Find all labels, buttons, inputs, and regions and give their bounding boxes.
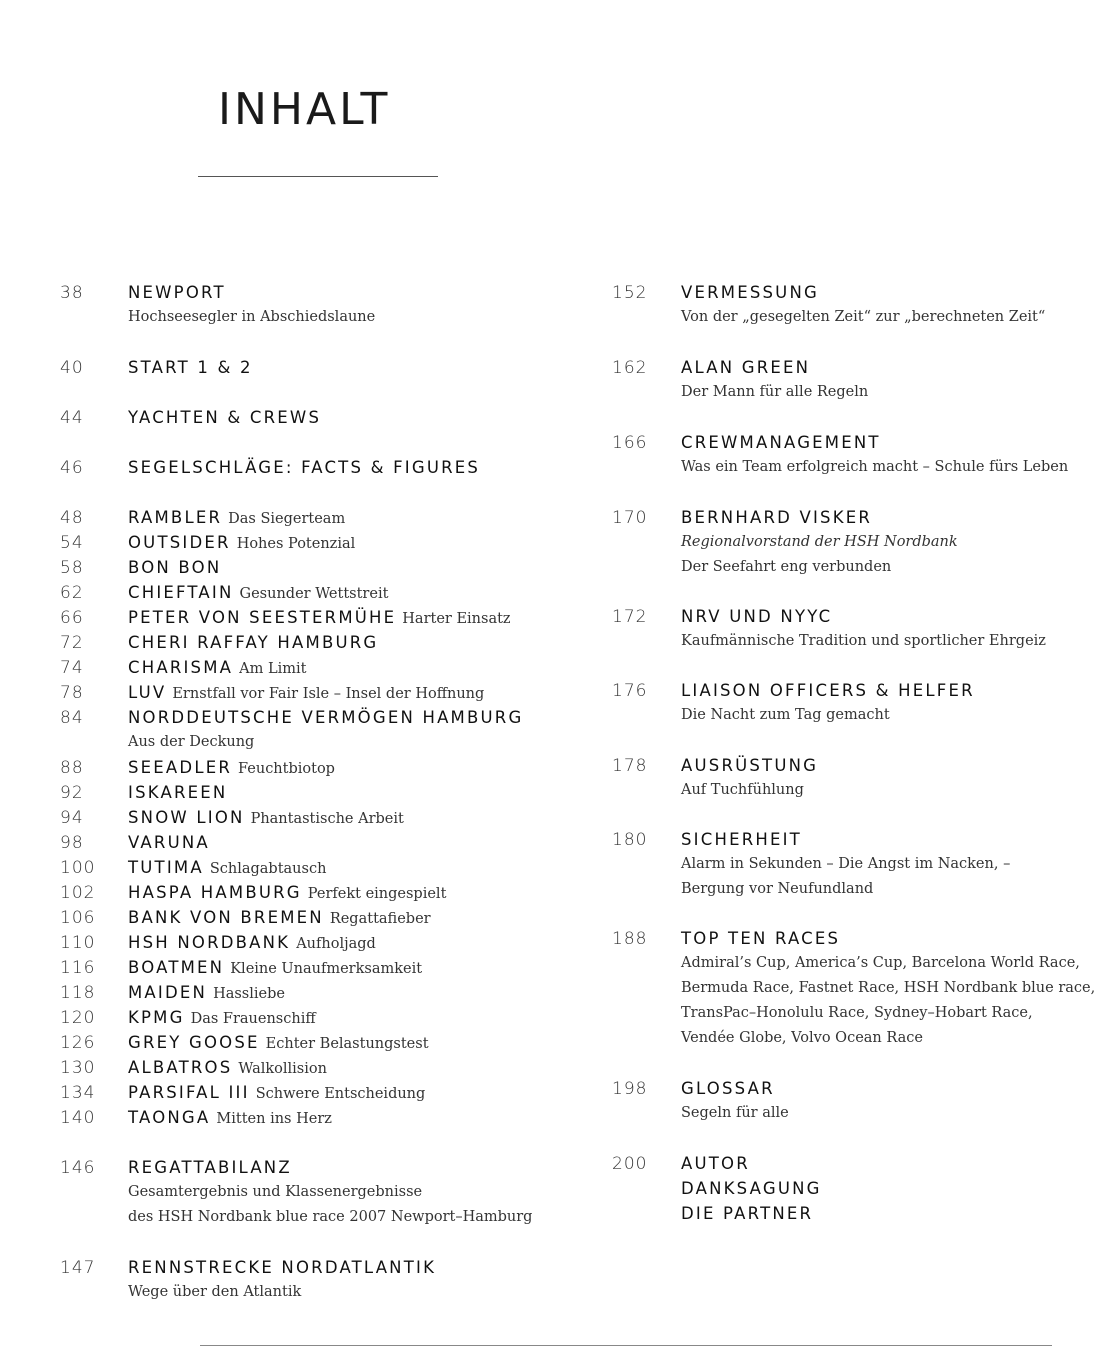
toc-subtitle: Der Seefahrt eng verbunden xyxy=(681,559,892,575)
toc-page-number: 166 xyxy=(612,433,648,453)
toc-entry-body xyxy=(128,805,580,830)
toc-subtitle-italic: Regionalvorstand der HSH Nordbank xyxy=(681,534,958,550)
toc-page-number: 116 xyxy=(60,958,96,978)
toc-subtitle: Hochseesegler in Abschiedslaune xyxy=(128,309,376,325)
toc-entry-body xyxy=(128,680,580,705)
toc-page-number: 44 xyxy=(60,408,84,428)
toc-heading-line xyxy=(681,355,1052,380)
toc-heading-line xyxy=(128,280,580,305)
toc-page-number: 146 xyxy=(60,1158,96,1178)
toc-subtitle: Alarm in Sekunden – Die Angst im Nacken, – xyxy=(681,856,1011,872)
toc-heading[interactable]: KPMG xyxy=(128,1008,185,1027)
toc-subtitle: Am Limit xyxy=(239,661,307,677)
toc-entry-body xyxy=(128,505,580,530)
toc-subtitle: Das Frauenschiff xyxy=(190,1011,316,1027)
toc-entry-body xyxy=(681,1151,1052,1226)
toc-heading-line xyxy=(128,530,580,555)
toc-heading[interactable]: AUSRÜSTUNG xyxy=(681,756,819,775)
toc-heading-line xyxy=(681,1076,1052,1101)
toc-subtitle: Der Mann für alle Regeln xyxy=(681,384,869,400)
toc-entry-body xyxy=(681,926,1095,1051)
toc-entry-body xyxy=(681,355,1052,405)
toc-heading-line xyxy=(128,405,580,430)
toc-heading[interactable]: VARUNA xyxy=(128,833,210,852)
toc-heading[interactable]: MAIDEN xyxy=(128,983,208,1002)
toc-page-number: 48 xyxy=(60,508,84,528)
toc-entry-body xyxy=(128,855,580,880)
toc-heading[interactable]: LIAISON OFFICERS & HELFER xyxy=(681,681,975,700)
toc-subtitle: Ernstfall vor Fair Isle – Insel der Hoffnung xyxy=(172,686,485,702)
toc-heading-line xyxy=(128,855,580,880)
toc-subtitle: Bermuda Race, Fastnet Race, HSH Nordbank blue race, xyxy=(681,980,1095,996)
toc-entry-body xyxy=(128,455,580,480)
toc-heading-line xyxy=(128,655,580,680)
toc-heading-line xyxy=(128,805,580,830)
toc-heading-line xyxy=(128,680,580,705)
toc-heading[interactable]: ALBATROS xyxy=(128,1058,233,1077)
toc-heading[interactable]: START 1 & 2 xyxy=(128,358,253,377)
toc-subtitle: Gesunder Wettstreit xyxy=(239,586,389,602)
toc-heading[interactable]: DANKSAGUNG xyxy=(681,1179,822,1198)
toc-page-number: 130 xyxy=(60,1058,96,1078)
toc-entry-body xyxy=(128,630,580,655)
toc-page-number: 74 xyxy=(60,658,84,678)
toc-heading-line xyxy=(128,930,580,955)
toc-heading-line xyxy=(128,880,580,905)
toc-entry-body xyxy=(128,955,580,980)
toc-heading[interactable]: GLOSSAR xyxy=(681,1079,775,1098)
toc-page-number: 172 xyxy=(612,607,648,627)
toc-heading-line xyxy=(128,1030,580,1055)
toc-subtitle: Harter Einsatz xyxy=(402,611,511,627)
toc-heading[interactable]: PARSIFAL III xyxy=(128,1083,250,1102)
toc-heading-line xyxy=(128,980,580,1005)
toc-page-number: 54 xyxy=(60,533,84,553)
toc-page-number: 92 xyxy=(60,783,84,803)
toc-heading-line xyxy=(128,955,580,980)
toc-heading-line xyxy=(128,1055,580,1080)
toc-heading-line xyxy=(681,827,1052,852)
toc-page-number: 198 xyxy=(612,1079,648,1099)
page-bottom-rule xyxy=(200,1345,1052,1346)
toc-entry-body xyxy=(128,1055,580,1080)
toc-entry-body xyxy=(128,705,580,755)
toc-heading-line xyxy=(681,926,1052,951)
toc-subtitle: Das Siegerteam xyxy=(228,511,346,527)
toc-subtitle: des HSH Nordbank blue race 2007 Newport–Hamburg xyxy=(128,1209,533,1225)
toc-entry-body xyxy=(128,830,580,855)
toc-entry-body xyxy=(681,430,1069,480)
toc-subtitle: Regattafieber xyxy=(329,911,431,927)
toc-subtitle: Admiral’s Cup, America’s Cup, Barcelona World Race, xyxy=(681,955,1080,971)
toc-heading[interactable]: HASPA HAMBURG xyxy=(128,883,302,902)
toc-page-number: 200 xyxy=(612,1154,648,1174)
toc-page-number: 84 xyxy=(60,708,84,728)
toc-subtitle: Walkollision xyxy=(238,1061,327,1077)
toc-entry-body xyxy=(128,605,580,630)
toc-entry-body xyxy=(681,604,1052,654)
toc-heading-line xyxy=(681,505,1052,530)
toc-heading-line xyxy=(128,455,580,480)
toc-heading-line xyxy=(128,1255,580,1280)
toc-heading[interactable]: CHIEFTAIN xyxy=(128,583,234,602)
page-title: INHALT xyxy=(218,84,391,135)
toc-heading-line xyxy=(128,905,580,930)
toc-subtitle: Perfekt eingespielt xyxy=(307,886,447,902)
toc-page-number: 88 xyxy=(60,758,84,778)
toc-entry-body xyxy=(681,505,1052,580)
toc-entry-body xyxy=(128,780,580,805)
toc-heading[interactable]: ISKAREEN xyxy=(128,783,228,802)
toc-subtitle: Echter Belastungstest xyxy=(265,1036,429,1052)
toc-heading[interactable]: RAMBLER xyxy=(128,508,223,527)
toc-heading-line xyxy=(128,1005,580,1030)
toc-heading[interactable]: ALAN GREEN xyxy=(681,358,811,377)
toc-heading-line xyxy=(681,1176,1052,1201)
toc-heading-line xyxy=(681,753,1052,778)
toc-subtitle: Was ein Team erfolgreich macht – Schule fürs Leben xyxy=(681,459,1069,475)
toc-heading[interactable]: TUTIMA xyxy=(128,858,204,877)
toc-heading-line xyxy=(128,780,580,805)
toc-heading-line xyxy=(681,1151,1052,1176)
toc-heading-line xyxy=(128,1155,580,1180)
toc-entry-body xyxy=(128,1255,580,1305)
toc-subtitle: Von der „gesegelten Zeit“ zur „berechneten Zeit“ xyxy=(681,309,1046,325)
toc-subtitle: Bergung vor Neufundland xyxy=(681,881,874,897)
toc-entry-body xyxy=(128,1080,580,1105)
toc-page-number: 38 xyxy=(60,283,84,303)
toc-heading[interactable]: BANK VON BREMEN xyxy=(128,908,324,927)
toc-page-number: 102 xyxy=(60,883,96,903)
toc-page-number: 134 xyxy=(60,1083,96,1103)
toc-entry-body xyxy=(128,1155,580,1230)
toc-subtitle: Kaufmännische Tradition und sportlicher Ehrgeiz xyxy=(681,633,1046,649)
toc-heading[interactable]: RENNSTRECKE NORDATLANTIK xyxy=(128,1258,437,1277)
toc-heading[interactable]: NRV UND NYYC xyxy=(681,607,833,626)
toc-page-number: 178 xyxy=(612,756,648,776)
toc-page-number: 162 xyxy=(612,358,648,378)
toc-page-number: 72 xyxy=(60,633,84,653)
toc-heading[interactable]: CREWMANAGEMENT xyxy=(681,433,881,452)
title-divider xyxy=(198,176,438,177)
toc-subtitle: TransPac–Honolulu Race, Sydney–Hobart Race, xyxy=(681,1005,1033,1021)
toc-heading-line xyxy=(128,580,580,605)
toc-entry-body xyxy=(128,530,580,555)
toc-heading-line xyxy=(681,604,1052,629)
toc-heading[interactable]: BON BON xyxy=(128,558,222,577)
toc-heading[interactable]: SNOW LION xyxy=(128,808,245,827)
toc-page-number: 176 xyxy=(612,681,648,701)
toc-heading-line xyxy=(128,755,580,780)
toc-page-number: 126 xyxy=(60,1033,96,1053)
toc-subtitle: Vendée Globe, Volvo Ocean Race xyxy=(681,1030,923,1046)
toc-heading-line xyxy=(681,430,1052,455)
toc-heading[interactable]: SICHERHEIT xyxy=(681,830,802,849)
toc-heading-line xyxy=(128,555,580,580)
toc-page-number: 94 xyxy=(60,808,84,828)
toc-page-number: 98 xyxy=(60,833,84,853)
toc-heading[interactable]: CHARISMA xyxy=(128,658,234,677)
toc-page-number: 152 xyxy=(612,283,648,303)
toc-page-number: 118 xyxy=(60,983,96,1003)
toc-heading[interactable]: REGATTABILANZ xyxy=(128,1158,292,1177)
toc-heading[interactable]: GREY GOOSE xyxy=(128,1033,260,1052)
toc-entry-body xyxy=(128,405,580,430)
toc-subtitle: Die Nacht zum Tag gemacht xyxy=(681,707,890,723)
toc-subtitle: Wege über den Atlantik xyxy=(128,1284,302,1300)
toc-subtitle: Kleine Unaufmerksamkeit xyxy=(230,961,423,977)
toc-page-number: 78 xyxy=(60,683,84,703)
toc-page-number: 140 xyxy=(60,1108,96,1128)
toc-entry-body xyxy=(128,355,580,380)
toc-heading[interactable]: YACHTEN & CREWS xyxy=(128,408,322,427)
toc-entry-body xyxy=(128,755,580,780)
toc-heading-line xyxy=(128,355,580,380)
toc-entry-body xyxy=(128,930,580,955)
toc-heading-line xyxy=(681,1201,1052,1226)
toc-heading[interactable]: LUV xyxy=(128,683,167,702)
toc-heading[interactable]: SEEADLER xyxy=(128,758,232,777)
toc-page-number: 180 xyxy=(612,830,648,850)
toc-subtitle: Schwere Entscheidung xyxy=(255,1086,426,1102)
toc-subtitle: Hohes Potenzial xyxy=(236,536,356,552)
toc-page-number: 62 xyxy=(60,583,84,603)
toc-page-number: 170 xyxy=(612,508,648,528)
toc-heading[interactable]: SEGELSCHLÄGE: FACTS & FIGURES xyxy=(128,458,481,477)
toc-heading-line xyxy=(128,1105,580,1130)
toc-subtitle: Phantastische Arbeit xyxy=(250,811,404,827)
toc-heading-line xyxy=(128,605,580,630)
toc-entry-body xyxy=(128,580,580,605)
toc-entry-body xyxy=(128,905,580,930)
toc-heading[interactable]: BOATMEN xyxy=(128,958,225,977)
toc-entry-body xyxy=(681,678,1052,728)
toc-page-number: 120 xyxy=(60,1008,96,1028)
toc-heading[interactable]: DIE PARTNER xyxy=(681,1204,814,1223)
toc-subtitle: Aufholjagd xyxy=(296,936,376,952)
toc-heading[interactable]: TAONGA xyxy=(128,1108,211,1127)
toc-entry-body xyxy=(128,1005,580,1030)
toc-entry-body xyxy=(128,1105,580,1130)
toc-subtitle: Gesamtergebnis und Klassenergebnisse xyxy=(128,1184,423,1200)
toc-page-number: 40 xyxy=(60,358,84,378)
toc-heading[interactable]: BERNHARD VISKER xyxy=(681,508,872,527)
toc-page-number: 110 xyxy=(60,933,96,953)
toc-entry-body xyxy=(681,1076,1052,1126)
toc-entry-body xyxy=(128,555,580,580)
toc-heading[interactable]: PETER VON SEESTERMÜHE xyxy=(128,608,397,627)
toc-entry-body xyxy=(681,280,1052,330)
toc-page-number: 188 xyxy=(612,929,648,949)
toc-entry-body xyxy=(128,280,580,330)
toc-heading[interactable]: AUTOR xyxy=(681,1154,750,1173)
toc-entry-body xyxy=(681,753,1052,803)
toc-page-number: 147 xyxy=(60,1258,96,1278)
toc-subtitle: Segeln für alle xyxy=(681,1105,789,1121)
toc-entry-body xyxy=(128,1030,580,1055)
toc-subtitle: Auf Tuchfühlung xyxy=(681,782,804,798)
toc-subtitle: Hassliebe xyxy=(213,986,285,1002)
toc-heading[interactable]: HSH NORDBANK xyxy=(128,933,291,952)
toc-heading[interactable]: TOP TEN RACES xyxy=(681,929,841,948)
toc-heading-line xyxy=(128,830,580,855)
toc-subtitle: Mitten ins Herz xyxy=(216,1111,332,1127)
toc-entry-body xyxy=(128,880,580,905)
toc-heading-line xyxy=(128,705,580,730)
toc-heading[interactable]: NORDDEUTSCHE VERMÖGEN HAMBURG xyxy=(128,708,524,727)
toc-page-number: 66 xyxy=(60,608,84,628)
toc-page-number: 106 xyxy=(60,908,96,928)
toc-heading[interactable]: VERMESSUNG xyxy=(681,283,819,302)
toc-page-number: 100 xyxy=(60,858,96,878)
toc-subtitle: Schlagabtausch xyxy=(209,861,327,877)
toc-heading[interactable]: CHERI RAFFAY HAMBURG xyxy=(128,633,379,652)
toc-heading-line xyxy=(128,505,580,530)
toc-heading[interactable]: NEWPORT xyxy=(128,283,226,302)
toc-entry-body xyxy=(128,980,580,1005)
toc-entry-body xyxy=(681,827,1052,902)
toc-subtitle: Feuchtbiotop xyxy=(238,761,335,777)
toc-heading-line xyxy=(681,280,1052,305)
toc-heading-line xyxy=(681,678,1052,703)
toc-page-number: 58 xyxy=(60,558,84,578)
toc-heading-line xyxy=(128,1080,580,1105)
toc-entry-body xyxy=(128,655,580,680)
toc-heading-line xyxy=(128,630,580,655)
toc-page-number: 46 xyxy=(60,458,84,478)
toc-heading[interactable]: OUTSIDER xyxy=(128,533,231,552)
toc-subtitle: Aus der Deckung xyxy=(128,734,255,750)
